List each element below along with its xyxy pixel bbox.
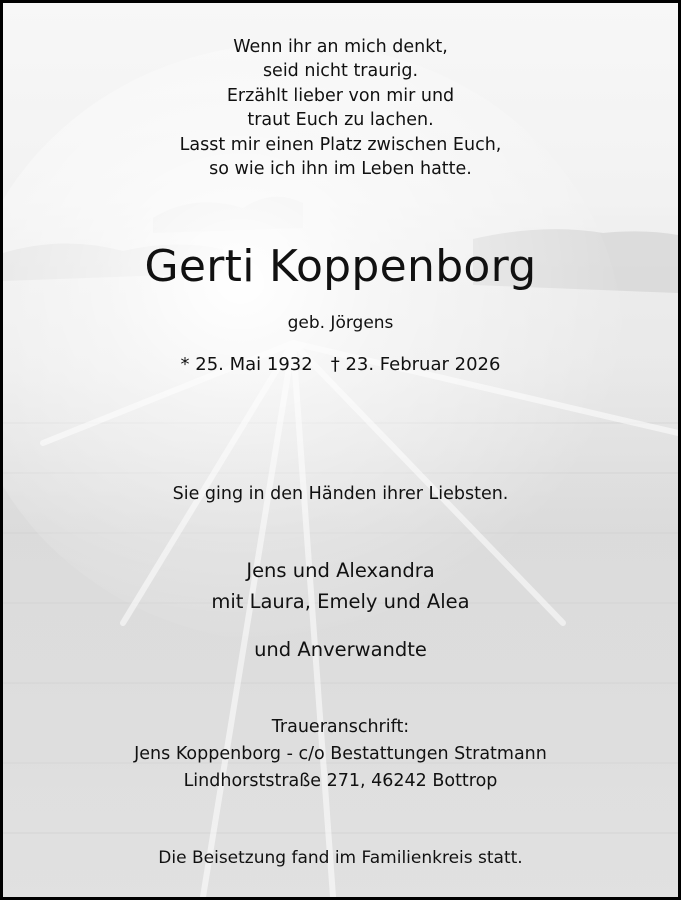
poem-line: seid nicht traurig. (262, 61, 419, 82)
poem-line: so wie ich ihn im Leben hatte. (209, 158, 472, 179)
burial-note: Die Beisetzung fand im Familienkreis statt. (158, 848, 523, 868)
poem-line: traut Euch zu lachen. (247, 110, 434, 131)
poem-line: Erzählt lieber von mir und (226, 85, 455, 106)
mourner-line: Jens und Alexandra (246, 559, 435, 582)
deceased-name: Gerti Koppenborg (144, 241, 537, 292)
address-line: Jens Koppenborg - c/o Bestattungen Stratmann (134, 744, 547, 764)
life-dates (3, 352, 678, 378)
address-label: Traueranschrift: (271, 717, 410, 737)
birth-name: geb. Jörgens (287, 313, 394, 333)
poem-line: Lasst mir einen Platz zwischen Euch, (179, 134, 502, 155)
memorial-poem (3, 35, 678, 181)
address-line: Lindhorststraße 271, 46242 Bottrop (183, 771, 498, 791)
death-date: † 23. Februar 2026 (330, 354, 501, 375)
relatives-line: und Anverwandte (254, 638, 427, 661)
mourning-address (3, 714, 678, 795)
mourner-line: mit Laura, Emely und Alea (211, 590, 470, 613)
birth-date: * 25. Mai 1932 (180, 354, 313, 375)
poem-line: Wenn ihr an mich denkt, (233, 37, 448, 57)
passing-note: Sie ging in den Händen ihrer Liebsten. (172, 484, 509, 504)
family-mourners (3, 555, 678, 617)
